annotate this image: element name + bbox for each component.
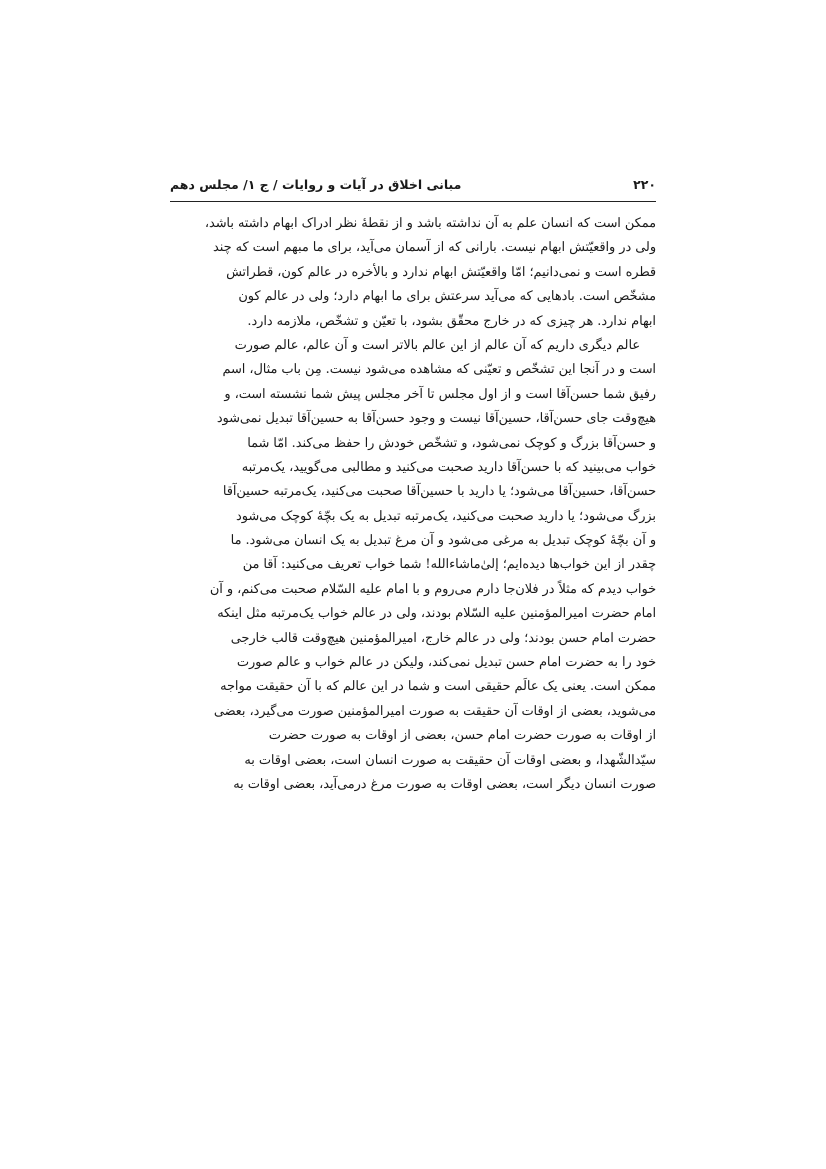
text-line: است و در آنجا این تشخّص و تعیّنی که مشاهده می‌شود نیست. مِن باب مثال، اسم: [222, 362, 656, 378]
text-line: امام حضرت امیرالمؤمنین علیه السّلام بودند، ولی در عالم خواب یک‌مرتبه مثل اینکه: [217, 606, 656, 622]
text-line: از اوقات به صورت حضرت امام حسن، بعضی از اوقات به صورت حضرت: [268, 728, 656, 744]
text-line: حضرت امام حسن بودند؛ ولی در عالم خارج، امیرالمؤمنین هیچ‌وقت قالب خارجی: [230, 630, 656, 646]
text-line: هیچ‌وقت جای حسن‌آقا، حسین‌آقا نیست و وجود حسن‌آقا به حسین‌آقا تبدیل نمی‌شود: [216, 411, 656, 427]
text-line: بزرگ می‌شود؛ یا دارید صحبت می‌کنید، یک‌مرتبه تبدیل به یک بچّهٔ کوچک می‌شود: [236, 508, 656, 524]
text-line: ممکن است. یعنی یک عالَم حقیقی است و شما در این عالم که با آن حقیقت مواجه: [220, 679, 656, 695]
text-line: ولی در واقعیّتش ابهام نیست. بارانی که از آسمان می‌آید، برای ما مبهم است که چند: [213, 240, 656, 256]
text-line: خود را به حضرت امام حسن تبدیل نمی‌کند، ولیکن در عالم خواب و عالم صورت: [236, 655, 656, 671]
text-line: خواب می‌بینید که با حسن‌آقا دارید صحبت می‌کنید و مطالبی می‌گویید، یک‌مرتبه: [241, 459, 656, 475]
running-title: مبانی اخلاق در آیات و روایات / ج ۱/ مجلس دهم: [170, 176, 462, 192]
paragraph-first-line: عالم دیگری داریم که آن عالم از این عالم بالاتر است و آن عالم، عالم صورت: [234, 337, 640, 353]
header-rule: [170, 201, 656, 202]
text-line: قطره است و نمی‌دانیم؛ امّا واقعیّتش ابهام ندارد و بالأخره در عالم کون، قطراتش: [226, 264, 656, 280]
text-line: ممکن است که انسان علم به آن نداشته باشد و از نقطهٔ نظر ادراک ابهام داشته باشد،: [204, 216, 656, 231]
text-line: چقدر از این خواب‌ها دیده‌ایم؛ إلیٰ‌ماشاءالله! شما خواب تعریف می‌کنید: آقا من: [242, 557, 656, 573]
text-line: صورت انسان دیگر است، بعضی اوقات به صورت مرغ درمی‌آید، بعضی اوقات به: [233, 776, 656, 792]
text-line: حسن‌آقا، حسین‌آقا می‌شود؛ یا دارید با حسین‌آقا صحبت می‌کنید، یک‌مرتبه حسین‌آقا: [222, 484, 656, 500]
text-line: و آن بچّهٔ کوچک تبدیل به مرغی می‌شود و آن مرغ تبدیل به یک انسان می‌شود. ما: [230, 533, 656, 549]
text-line: خواب دیدم که مثلاً در فلان‌جا دارم می‌روم و با امام علیه السّلام صحبت می‌کنم، و آن: [209, 581, 656, 597]
running-header: [170, 172, 656, 196]
text-line: سیّدالشّهدا، و بعضی اوقات آن حقیقت به صورت انسان است، بعضی اوقات به: [244, 752, 656, 768]
text-line: می‌شوید، بعضی از اوقات آن حقیقت به صورت امیرالمؤمنین صورت می‌گیرد، بعضی: [213, 703, 656, 719]
text-line: مشخّص است. بادهایی که می‌آید سرعتش برای ما ابهام دارد؛ ولی در عالم کون: [238, 289, 656, 305]
text-line: و حسن‌آقا بزرگ و کوچک نمی‌شود، و تشخّص خودش را حفظ می‌کند. امّا شما: [247, 435, 656, 451]
page-number: ۲۲۰: [633, 176, 656, 192]
text-line: ابهام ندارد. هر چیزی که در خارج محقّق بشود، با تعیّن و تشخّص، ملازمه دارد.: [247, 313, 656, 329]
text-line: رفیق شما حسن‌آقا است و از اول مجلس تا آخر مجلس پیش شما نشسته است، و: [224, 386, 656, 402]
body-text: [170, 212, 656, 797]
